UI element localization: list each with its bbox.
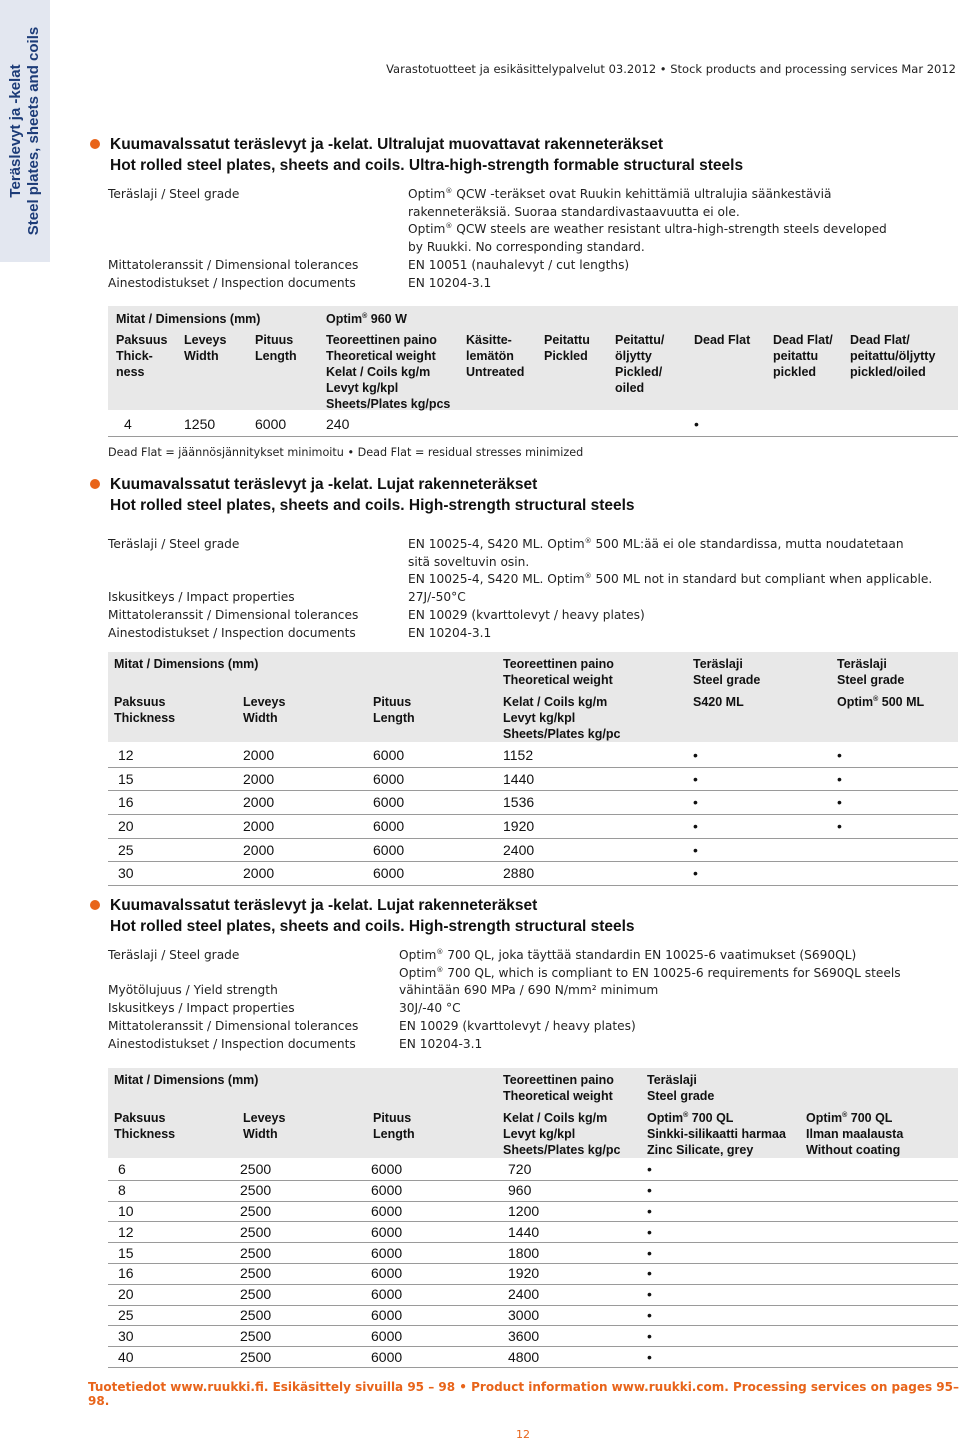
table-1-note: Dead Flat = jäännösjännitykset minimoitu • Dead Flat = residual stresses minimized — [108, 446, 584, 459]
table-row — [108, 1305, 958, 1327]
spec-value: EN 10051 (nauhalevyt / cut lengths) — [408, 257, 630, 272]
cell-zinc: • — [647, 1348, 652, 1365]
cell-width: 2000 — [243, 794, 275, 811]
cell-thick: 25 — [118, 841, 134, 858]
spec-label: Iskusitkeys / Impact properties — [108, 590, 295, 605]
section-3-title-en: Hot rolled steel plates, sheets and coils. High-strength structural steels — [110, 918, 635, 935]
spec-label: Teräslaji / Steel grade — [108, 948, 240, 962]
table-3-header — [108, 1068, 958, 1158]
spec-value: 500 ML not in standard but compliant when applicable. — [591, 572, 933, 587]
cell-weight: 1800 — [508, 1244, 540, 1261]
spec-label: Teräslaji / Steel grade — [108, 537, 240, 551]
cell-optim: • — [837, 817, 842, 834]
table-row — [108, 1263, 958, 1285]
cell-thick: 30 — [118, 865, 134, 882]
column-group-dimensions: Mitat / Dimensions (mm) — [116, 312, 261, 326]
section-2 — [92, 474, 952, 642]
cell-length: 6000 — [373, 746, 405, 763]
cell-width: 1250 — [184, 416, 216, 432]
spec-value: Optim — [408, 187, 446, 201]
cell-thickness: 4 — [124, 416, 132, 432]
cell-zinc: • — [647, 1182, 652, 1199]
cell-thick: 16 — [118, 794, 134, 811]
column-group-grade-1: Teräslaji Steel grade — [693, 657, 761, 687]
spec-value: vähintään 690 MPa / 690 N/mm² minimum — [399, 983, 659, 998]
section-1-title — [92, 134, 952, 176]
column-header-weight: Kelat / Coils kg/m Levyt kg/kpl Sheets/Plates kg/pc — [503, 695, 621, 741]
cell-weight: 1536 — [503, 794, 535, 811]
column-header-optim-500: Optim® 500 ML — [837, 695, 925, 709]
cell-length: 6000 — [371, 1286, 403, 1303]
spec-value: QCW steels are weather resistant ultra-high-strength steels developed — [452, 222, 887, 237]
spec-value: by Ruukki. No corresponding standard. — [408, 240, 645, 255]
cell-thick: 16 — [118, 1265, 134, 1282]
column-header-thickness: Paksuus Thickness — [114, 695, 176, 725]
cell-zinc: • — [647, 1327, 652, 1344]
spec-value: EN 10204-3.1 — [399, 1036, 483, 1051]
cell-weight: 2400 — [508, 1286, 540, 1303]
section-3 — [92, 895, 952, 1053]
table-row — [108, 814, 958, 839]
table-row — [108, 1325, 958, 1347]
cell-optim: • — [837, 770, 842, 787]
spec-label: Mittatoleranssit / Dimensional tolerances — [108, 1018, 359, 1033]
spec-value: sitä soveltuvin osin. — [408, 554, 530, 569]
cell-weight: 1152 — [503, 746, 534, 763]
table-row — [108, 1221, 958, 1243]
cell-length: 6000 — [373, 817, 405, 834]
cell-length: 6000 — [371, 1265, 403, 1282]
cell-width: 2500 — [240, 1182, 272, 1199]
section-2-specs: Teräslaji / Steel grade EN 10025-4, S420 ML. Optim® 500 ML:ää ei ole standardissa, mutta noudatetaan sitä soveltuvin osin. EN 10025-4, S420 ML. Optim® 500 ML not in standard but compliant when applicable. Iskusitkeys / Impact properties 27J/-50°C Mittatoleranssit / Dimensional tolerances EN 10029 (kvarttolevyt / heavy plates) Ainestodistukset / Inspection documents EN 10204-3.1 — [108, 536, 952, 642]
table-row — [108, 1201, 958, 1223]
footer-links: Tuotetiedot www.ruukki.fi. Esikäsittely sivuilla 95 – 98 • Product information www.ruukki.com. Processing services on pages 95–98. — [88, 1380, 959, 1408]
table-row — [108, 743, 958, 768]
table-row — [108, 767, 958, 792]
cell-weight: 4800 — [508, 1348, 540, 1365]
section-1-title-en: Hot rolled steel plates, sheets and coils. Ultra-high-strength formable structural steels — [110, 157, 744, 174]
cell-length: 6000 — [255, 416, 287, 432]
table-row — [108, 1284, 958, 1306]
sidebar-label — [7, 27, 43, 235]
cell-length: 6000 — [371, 1348, 403, 1365]
cell-optim: • — [837, 794, 842, 811]
column-header-weight: Kelat / Coils kg/m Levyt kg/kpl Sheets/Plates kg/pc — [503, 1111, 621, 1157]
cell-width: 2500 — [240, 1286, 272, 1303]
cell-length: 6000 — [371, 1223, 403, 1240]
column-header-zinc-silicate: Optim® 700 QL Sinkki-silikaatti harmaa Zinc Silicate, grey — [647, 1111, 786, 1157]
cell-s420: • — [693, 794, 698, 811]
section-2-title — [92, 474, 952, 516]
column-header-width: Leveys Width — [184, 333, 227, 363]
bullet-icon — [90, 479, 100, 489]
section-2-title-en: Hot rolled steel plates, sheets and coils. High-strength structural steels — [110, 497, 635, 514]
cell-length: 6000 — [371, 1202, 403, 1219]
cell-thick: 20 — [118, 1286, 134, 1303]
cell-s420: • — [693, 746, 698, 763]
column-header-dead-flat-pickled-oiled: Dead Flat/ peitattu/öljytty pickled/oiled — [850, 333, 936, 379]
spec-value: 700 QL, joka täyttää standardin EN 10025-6 vaatimukset (S690QL) — [443, 948, 857, 962]
cell-weight: 960 — [508, 1182, 532, 1199]
cell-weight: 240 — [326, 416, 350, 432]
cell-length: 6000 — [371, 1244, 403, 1261]
running-header: Varastotuotteet ja esikäsittelypalvelut 03.2012 • Stock products and processing services Mar 2012 — [386, 62, 956, 76]
column-header-length: Pituus Length — [373, 1111, 415, 1141]
cell-thick: 40 — [118, 1348, 134, 1365]
cell-s420: • — [693, 770, 698, 787]
cell-width: 2500 — [240, 1161, 272, 1178]
column-header-thickness: Paksuus Thick- ness — [116, 333, 168, 379]
sidebar-tab — [0, 0, 50, 262]
cell-length: 6000 — [373, 794, 405, 811]
cell-zinc: • — [647, 1244, 652, 1261]
column-header-dead-flat: Dead Flat — [694, 333, 751, 347]
section-3-title-fi: Kuumavalssatut teräslevyt ja -kelat. Lujat rakenneteräkset — [110, 897, 538, 914]
cell-thick: 20 — [118, 817, 134, 834]
cell-length: 6000 — [371, 1161, 403, 1178]
cell-s420: • — [693, 865, 698, 882]
cell-zinc: • — [647, 1286, 652, 1303]
spec-value: Optim — [408, 222, 446, 237]
table-row — [108, 1346, 958, 1368]
column-header-untreated: Käsitte- lemätön Untreated — [466, 333, 525, 379]
spec-value: Optim — [399, 948, 437, 962]
section-1-title-fi: Kuumavalssatut teräslevyt ja -kelat. Ultralujat muovattavat rakenneteräkset — [110, 136, 664, 153]
column-header-width: Leveys Width — [243, 695, 286, 725]
cell-dead-flat: • — [694, 416, 699, 432]
cell-weight: 1440 — [508, 1223, 540, 1240]
spec-label: Mittatoleranssit / Dimensional tolerances — [108, 257, 359, 272]
section-2-title-fi: Kuumavalssatut teräslevyt ja -kelat. Lujat rakenneteräkset — [110, 476, 538, 493]
section-1-specs: Teräslaji / Steel grade Optim® QCW -teräkset ovat Ruukin kehittämiä ultralujia säänkestäviä rakenneteräksiä. Suoraa standardivastaavuutta ei ole. Optim® QCW steels are weather resistant ultra-high-strength steels developed by Ruukki. No corresponding standard. Mittatoleranssit / Dimensional tolerances EN 10051 (nauhalevyt / cut lengths) Ainestodistukset / Inspection documents EN 10204-3.1 — [108, 186, 952, 292]
spec-value: rakenneteräksiä. Suoraa standardivastaavuutta ei ole. — [408, 204, 740, 219]
spec-label: Ainestodistukset / Inspection documents — [108, 625, 356, 640]
table-row — [108, 1180, 958, 1202]
table-row — [108, 1242, 958, 1264]
spec-value: EN 10025-4, S420 ML. Optim — [408, 537, 585, 551]
table-1-header — [108, 306, 958, 410]
cell-width: 2500 — [240, 1265, 272, 1282]
spec-value: 700 QL, which is compliant to EN 10025-6 requirements for S690QL steels — [443, 965, 901, 980]
column-header-dead-flat-pickled: Dead Flat/ peitattu pickled — [773, 333, 833, 379]
section-1 — [92, 134, 952, 292]
cell-thick: 15 — [118, 770, 134, 787]
column-group-dimensions: Mitat / Dimensions (mm) — [114, 1073, 259, 1087]
column-header-length: Pituus Length — [255, 333, 297, 363]
cell-zinc: • — [647, 1306, 652, 1323]
cell-s420: • — [693, 817, 698, 834]
cell-width: 2500 — [240, 1306, 272, 1323]
column-group-grade: Optim® 960 W — [326, 312, 407, 326]
table-2-header — [108, 652, 958, 742]
spec-label: Ainestodistukset / Inspection documents — [108, 275, 356, 290]
spec-value: EN 10025-4, S420 ML. Optim — [408, 572, 585, 587]
spec-value: 30J/-40 °C — [399, 1001, 461, 1016]
bullet-icon — [90, 900, 100, 910]
column-header-pickled: Peitattu Pickled — [544, 333, 590, 363]
cell-thick: 25 — [118, 1306, 134, 1323]
column-group-grade: Teräslaji Steel grade — [647, 1073, 715, 1103]
cell-weight: 1920 — [503, 817, 535, 834]
spec-value: Optim — [399, 965, 437, 980]
column-header-length: Pituus Length — [373, 695, 415, 725]
cell-zinc: • — [647, 1161, 652, 1178]
cell-width: 2000 — [243, 841, 275, 858]
cell-width: 2000 — [243, 770, 275, 787]
spec-label: Myötölujuus / Yield strength — [108, 983, 278, 998]
cell-width: 2000 — [243, 865, 275, 882]
cell-weight: 2400 — [503, 841, 535, 858]
spec-label: Teräslaji / Steel grade — [108, 187, 240, 201]
spec-value: 27J/-50°C — [408, 590, 466, 605]
spec-label: Iskusitkeys / Impact properties — [108, 1001, 295, 1016]
cell-width: 2500 — [240, 1223, 272, 1240]
cell-length: 6000 — [371, 1327, 403, 1344]
cell-width: 2000 — [243, 746, 275, 763]
cell-weight: 3600 — [508, 1327, 540, 1344]
cell-width: 2000 — [243, 817, 275, 834]
cell-width: 2500 — [240, 1348, 272, 1365]
spec-value: EN 10204-3.1 — [408, 625, 492, 640]
cell-width: 2500 — [240, 1327, 272, 1344]
cell-thick: 10 — [118, 1202, 134, 1219]
section-3-title — [92, 895, 952, 937]
column-group-dimensions: Mitat / Dimensions (mm) — [114, 657, 259, 671]
table-row — [108, 1159, 958, 1181]
cell-weight: 3000 — [508, 1306, 540, 1323]
section-3-specs: Teräslaji / Steel grade Optim® 700 QL, joka täyttää standardin EN 10025-6 vaatimukset (S690QL) Optim® 700 QL, which is compliant to EN 10025-6 requirements for S690QL steels Myötölujuus / Yield strength vähintään 690 MPa / 690 N/mm² minimum Iskusitkeys / Impact properties 30J/-40 °C Mittatoleranssit / Dimensional tolerances EN 10029 (kvarttolevyt / heavy plates) Ainestodistukset / Inspection documents EN 10204-3.1 — [108, 947, 952, 1053]
column-group-grade-2: Teräslaji Steel grade — [837, 657, 905, 687]
column-header-s420: S420 ML — [693, 695, 744, 709]
cell-weight: 1200 — [508, 1202, 540, 1219]
cell-length: 6000 — [371, 1306, 403, 1323]
cell-length: 6000 — [373, 770, 405, 787]
cell-zinc: • — [647, 1202, 652, 1219]
table-row — [108, 862, 958, 887]
column-header-pickled-oiled: Peitattu/ öljytty Pickled/ oiled — [615, 333, 665, 395]
page-number: 12 — [516, 1428, 530, 1441]
cell-zinc: • — [647, 1223, 652, 1240]
cell-thick: 12 — [118, 1223, 134, 1240]
sidebar-line-fi: Teräslevyt ja -kelat — [7, 64, 24, 198]
cell-width: 2500 — [240, 1202, 272, 1219]
column-header-weight: Teoreettinen paino Theoretical weight Kelat / Coils kg/m Levyt kg/kpl Sheets/Plates kg/pcs — [326, 333, 451, 411]
table-row — [108, 790, 958, 815]
bullet-icon — [90, 139, 100, 149]
cell-thick: 6 — [118, 1161, 126, 1178]
cell-weight: 720 — [508, 1161, 532, 1178]
column-group-weight: Teoreettinen paino Theoretical weight — [503, 657, 614, 687]
spec-label: Mittatoleranssit / Dimensional tolerances — [108, 607, 359, 622]
cell-width: 2500 — [240, 1244, 272, 1261]
column-header-thickness: Paksuus Thickness — [114, 1111, 176, 1141]
sidebar-line-en: Steel plates, sheets and coils — [25, 26, 42, 236]
column-header-width: Leveys Width — [243, 1111, 286, 1141]
table-row — [108, 412, 958, 437]
table-row — [108, 838, 958, 863]
spec-value: QCW -teräkset ovat Ruukin kehittämiä ultralujia säänkestäviä — [452, 187, 832, 201]
cell-thick: 15 — [118, 1244, 134, 1261]
cell-s420: • — [693, 841, 698, 858]
cell-weight: 1440 — [503, 770, 535, 787]
cell-length: 6000 — [373, 865, 405, 882]
column-header-without-coating: Optim® 700 QL Ilman maalausta Without coating — [806, 1111, 904, 1157]
cell-thick: 30 — [118, 1327, 134, 1344]
spec-value: EN 10029 (kvarttolevyt / heavy plates) — [399, 1018, 636, 1033]
column-group-weight: Teoreettinen paino Theoretical weight — [503, 1073, 614, 1103]
spec-value: 500 ML:ää ei ole standardissa, mutta noudatetaan — [591, 537, 904, 551]
cell-thick: 8 — [118, 1182, 126, 1199]
spec-label: Ainestodistukset / Inspection documents — [108, 1036, 356, 1051]
cell-thick: 12 — [118, 746, 134, 763]
spec-value: EN 10029 (kvarttolevyt / heavy plates) — [408, 607, 645, 622]
cell-weight: 1920 — [508, 1265, 540, 1282]
cell-weight: 2880 — [503, 865, 535, 882]
spec-value: EN 10204-3.1 — [408, 275, 492, 290]
cell-length: 6000 — [373, 841, 405, 858]
cell-optim: • — [837, 746, 842, 763]
cell-zinc: • — [647, 1265, 652, 1282]
cell-length: 6000 — [371, 1182, 403, 1199]
